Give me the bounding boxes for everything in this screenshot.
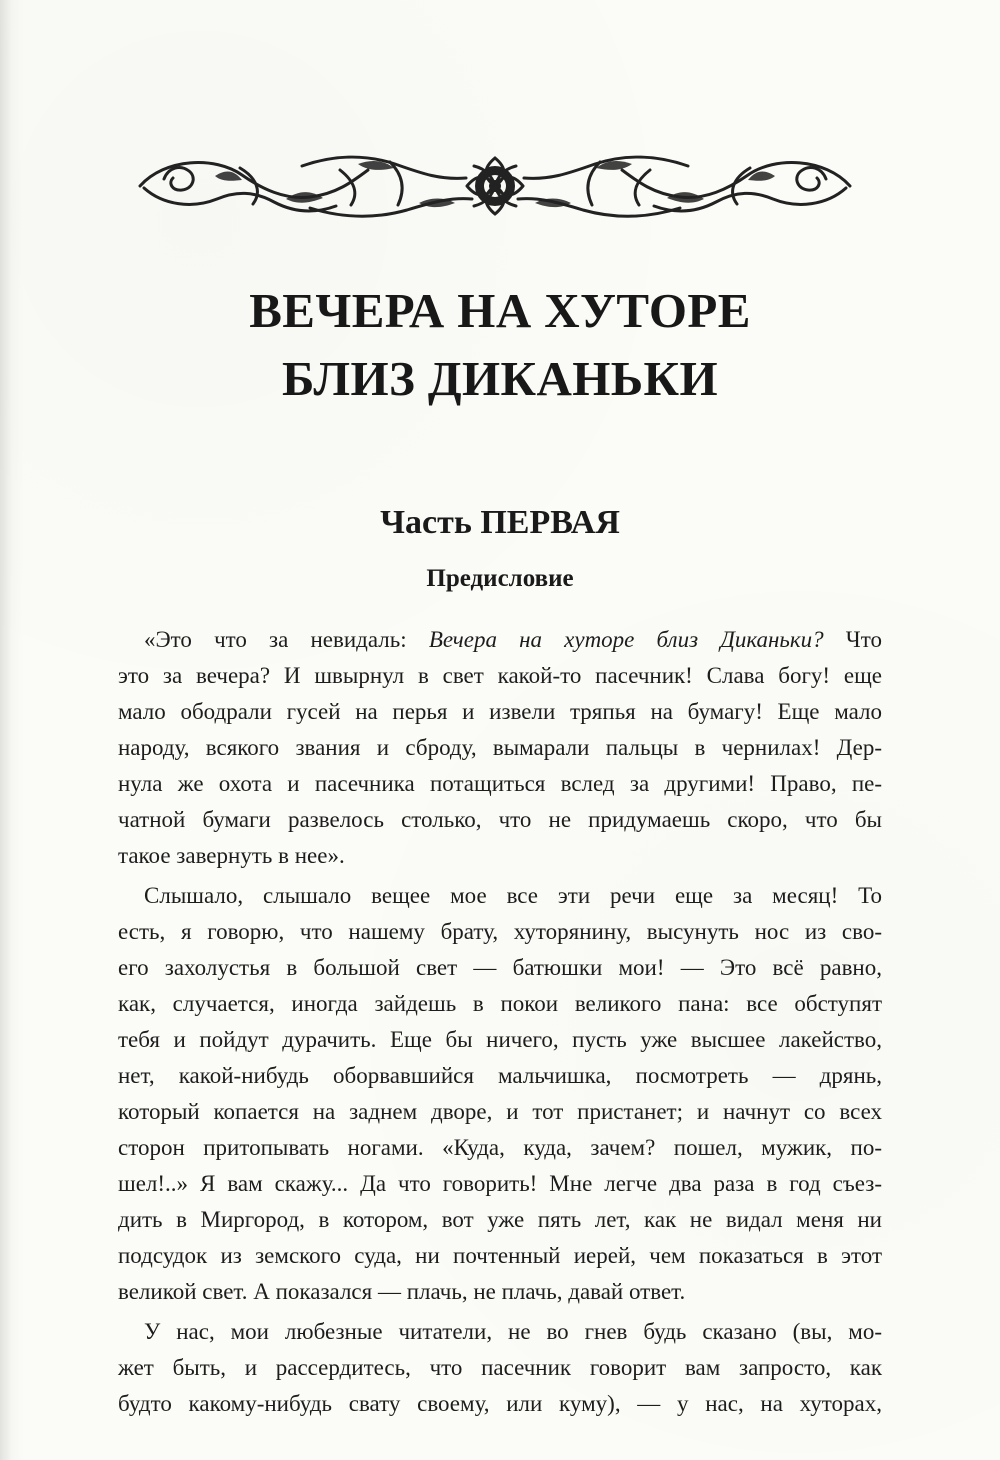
paragraph-1-line-4: народу, всякого звания и сброду, вымарали пальцы в чернилах! Дер-: [118, 735, 882, 760]
paragraph-2-line-4: как, случается, иногда зайдешь в покои великого пана: все обступят: [118, 991, 882, 1016]
paragraph-2-line-3: его захолустья в большой свет — батюшки мои! — Это всё равно,: [118, 955, 882, 980]
paragraph-1-line-1: [118, 622, 882, 658]
paragraph-1-line-3: мало ободрали гусей на перья и извели тряпья на бумагу! Еще мало: [118, 699, 882, 724]
paragraph-2-line-7: который копается на заднем дворе, и тот пристанет; и начнут со всех: [118, 1099, 882, 1124]
paragraph-3-line-3: будто какому-нибудь свату своему, или куму), — у нас, на хуторах,: [118, 1391, 882, 1416]
decorative-floral-headpiece: [130, 150, 860, 224]
preface-heading: Предисловие: [426, 565, 574, 592]
paragraph-1-line-5: нула же охота и пасечника потащиться вслед за другими! Право, пе-: [118, 771, 882, 796]
paragraph-2-line-5: тебя и пойдут дурачить. Еще бы ничего, пусть уже высшее лакейство,: [118, 1027, 882, 1052]
book-title: [0, 277, 1000, 413]
paragraph-3: [118, 1314, 882, 1422]
paragraph-1: [118, 622, 882, 874]
paragraph-1-line-1-suffix: Что: [823, 627, 883, 652]
paragraph-2-line-1: Слышало, слышало вещее мое все эти речи еще за месяц! То: [144, 883, 882, 908]
paragraph-1-line-7: такое завернуть в нее».: [118, 843, 345, 868]
book-title-line-1: ВЕЧЕРА НА ХУТОРЕ: [249, 283, 751, 338]
paragraph-3-line-1: У нас, мои любезные читатели, не во гнев будь сказано (вы, мо-: [144, 1319, 882, 1344]
paragraph-2-line-6: нет, какой-нибудь оборвавшийся мальчишка, посмотреть — дрянь,: [118, 1063, 882, 1088]
paragraph-2-line-8: сторон притопывать ногами. «Куда, куда, зачем? пошел, мужик, по-: [118, 1135, 882, 1160]
paragraph-2-line-11: подсудок из земского суда, ни почтенный иерей, чем показаться в этот: [118, 1243, 882, 1268]
book-title-line-2: БЛИЗ ДИКАНЬКИ: [281, 351, 718, 406]
paragraph-3-line-2: жет быть, и рассердитесь, что пасечник говорит вам запросто, как: [118, 1355, 882, 1380]
paragraph-2: [118, 878, 882, 1310]
decorative-floral-headpiece-svg: [130, 150, 860, 224]
page-gutter-shadow: [0, 0, 24, 1460]
paragraph-1-line-1-prefix: «Это что за невидаль:: [144, 627, 429, 652]
paragraph-2-line-9: шел!..» Я вам скажу... Да что говорить! Мне легче два раза в год съез-: [118, 1171, 882, 1196]
paragraph-2-line-12: великой свет. А показался — плачь, не плачь, давай ответ.: [118, 1279, 686, 1304]
paragraph-1-line-2: это за вечера? И швырнул в свет какой-то пасечник! Слава богу! еще: [118, 663, 882, 688]
paragraph-1-line-1-italic-title: Вечера на хуторе близ Диканьки?: [428, 627, 824, 652]
paragraph-2-line-2: есть, я говорю, что нашему брату, хуторянину, высунуть нос из сво-: [118, 919, 882, 944]
part-heading: Часть ПЕРВАЯ: [380, 504, 620, 541]
preface-text: [118, 622, 882, 1422]
paragraph-2-line-10: дить в Миргород, в котором, вот уже пять лет, как не видал меня ни: [118, 1207, 882, 1232]
paragraph-1-line-6: чатной бумаги развелось столько, что не придумаешь скоро, что бы: [118, 807, 882, 832]
